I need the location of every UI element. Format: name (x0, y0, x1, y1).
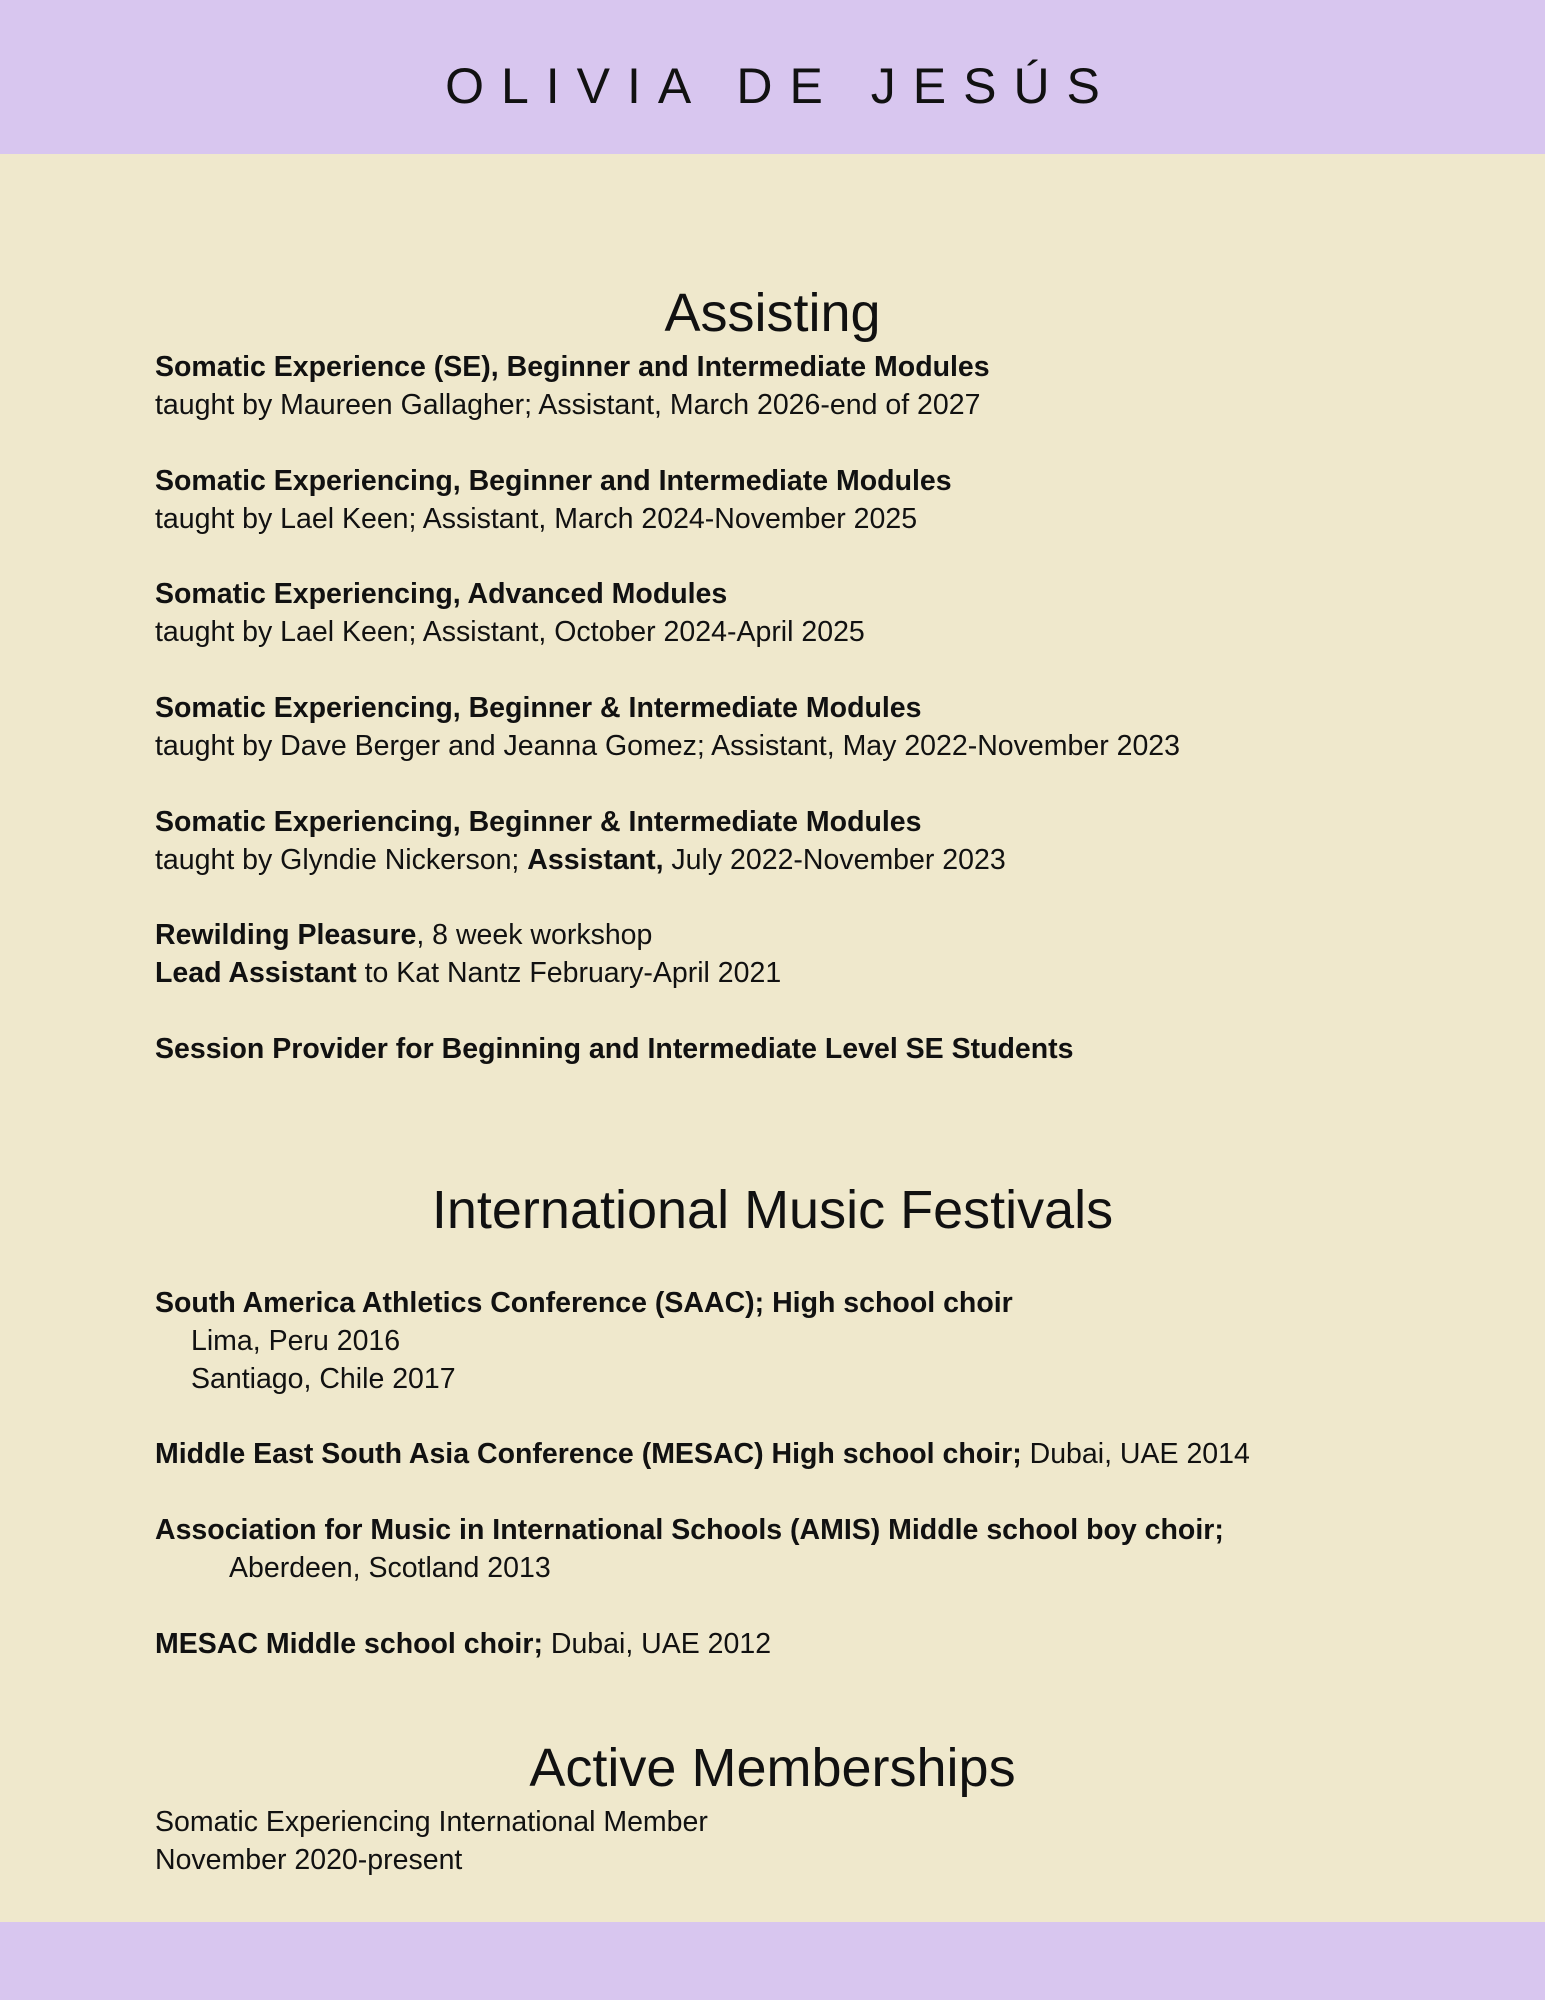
festival-entry-2 (155, 1435, 1250, 1473)
assist-entry-6-detail-rest: to Kat Nantz February-April 2021 (356, 957, 782, 989)
assist-entry-6-detail-bold: Lead Assistant (155, 957, 357, 989)
assist-entry-7-title: Session Provider for Beginning and Intermediate Level SE Students (155, 1033, 1074, 1065)
assist-entry-2-detail: taught by Lael Keen; Assistant, March 2024-November 2025 (155, 503, 918, 535)
assist-entry-5-detail-bold: Assistant, (527, 844, 664, 876)
assist-entry-6-title-rest: , 8 week workshop (416, 919, 653, 951)
footer-band (0, 1922, 1545, 2000)
festival-entry-2-title: Middle East South Asia Conference (MESAC) High school choir; (155, 1438, 1022, 1470)
assist-entry-3-title: Somatic Experiencing, Advanced Modules (155, 578, 728, 610)
festival-entry-4-detail: Dubai, UAE 2012 (542, 1628, 772, 1660)
section-title-memberships: Active Memberships (529, 1738, 1016, 1798)
assist-entry-3-detail: taught by Lael Keen; Assistant, October 2024-April 2025 (155, 616, 865, 648)
assist-entry-6-title (155, 916, 652, 954)
header-band (0, 0, 1545, 154)
membership-line-2: November 2020-present (155, 1844, 463, 1876)
assist-entry-5-title: Somatic Experiencing, Beginner & Intermediate Modules (155, 806, 922, 838)
assist-entry-5-detail-pre: taught by Glyndie Nickerson; (155, 844, 528, 876)
assist-entry-1-title: Somatic Experience (SE), Beginner and Intermediate Modules (155, 351, 990, 383)
assist-entry-6-title-bold: Rewilding Pleasure (155, 919, 417, 951)
festival-entry-2-detail: Dubai, UAE 2014 (1021, 1438, 1250, 1470)
name-heading: OLIVIA DE JESÚS (445, 58, 1117, 114)
assist-entry-5-detail (155, 841, 1006, 879)
assist-entry-1-detail: taught by Maureen Gallagher; Assistant, March 2026-end of 2027 (155, 389, 981, 421)
festival-entry-1-location-1: Lima, Peru 2016 (191, 1325, 401, 1357)
assist-entry-5-detail-post: July 2022-November 2023 (663, 844, 1006, 876)
assist-entry-2-title: Somatic Experiencing, Beginner and Intermediate Modules (155, 465, 952, 497)
festival-entry-4-title: MESAC Middle school choir; (155, 1628, 543, 1660)
section-title-assisting: Assisting (664, 283, 881, 343)
assist-entry-4-detail: taught by Dave Berger and Jeanna Gomez; Assistant, May 2022-November 2023 (155, 730, 1180, 762)
festival-entry-4 (155, 1625, 771, 1663)
membership-line-1: Somatic Experiencing International Member (155, 1806, 708, 1838)
festival-entry-1-location-2: Santiago, Chile 2017 (191, 1363, 456, 1395)
assist-entry-4-title: Somatic Experiencing, Beginner & Intermediate Modules (155, 692, 922, 724)
festival-entry-3-title: Association for Music in International Schools (AMIS) Middle school boy choir; (155, 1514, 1224, 1546)
festival-entry-1-title: South America Athletics Conference (SAAC); High school choir (155, 1287, 1013, 1319)
festival-entry-3-location: Aberdeen, Scotland 2013 (229, 1552, 551, 1584)
section-title-festivals: International Music Festivals (431, 1180, 1114, 1240)
assist-entry-6-detail (155, 954, 781, 992)
